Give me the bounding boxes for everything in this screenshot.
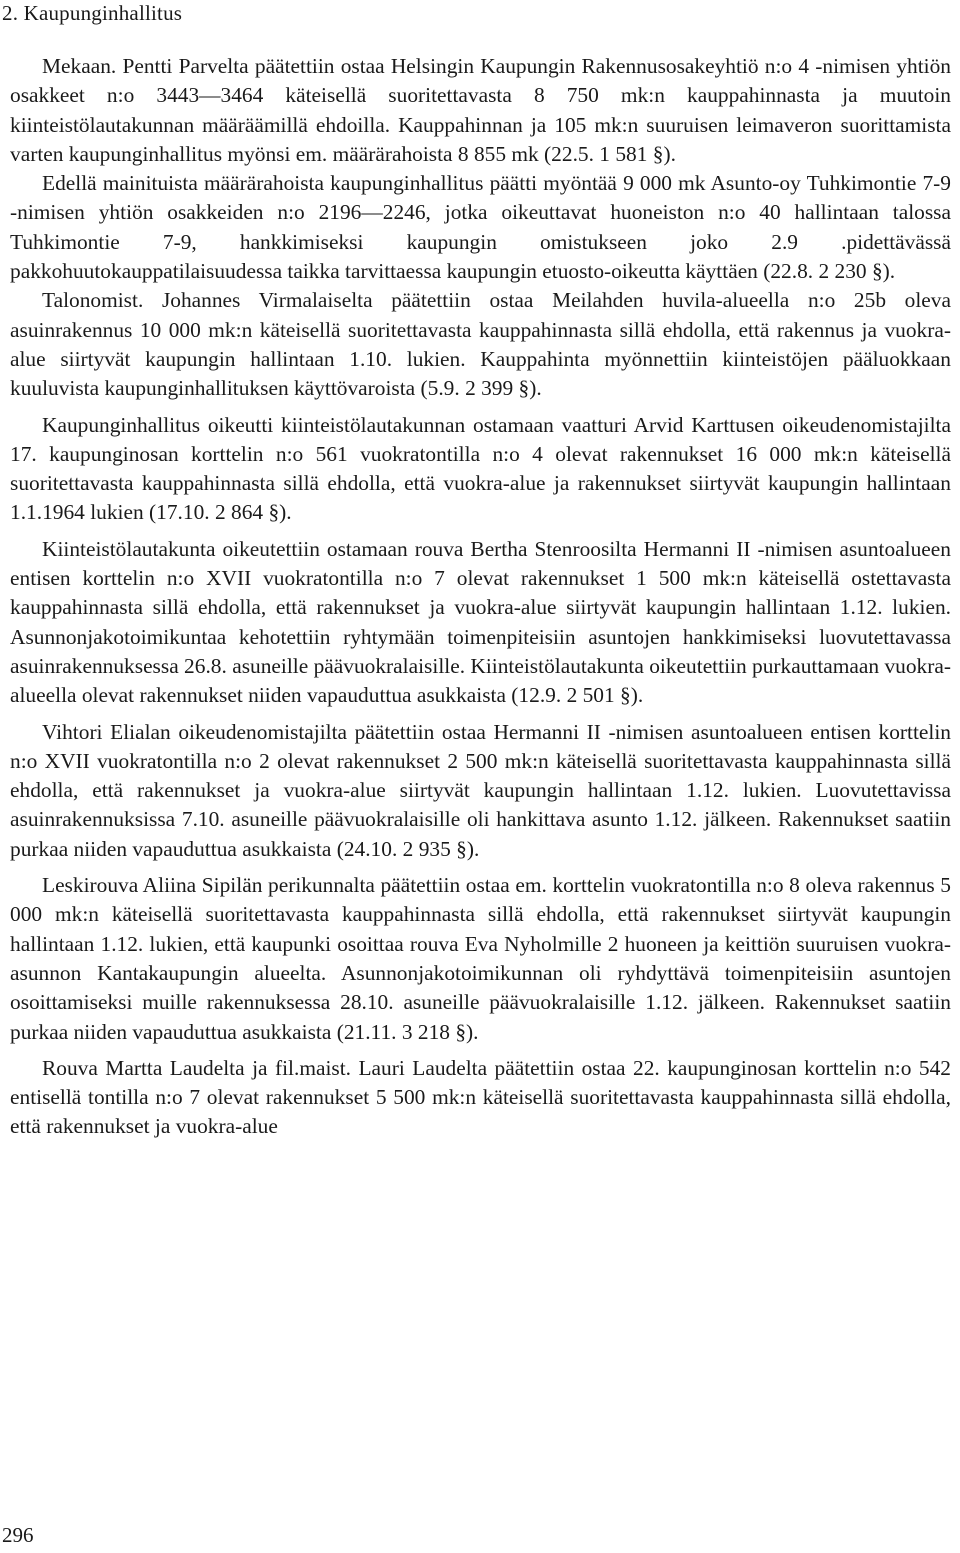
paragraph-6: Vihtori Elialan oikeudenomistajilta päätettiin ostaa Hermanni II -nimisen asuntoalueen entisen korttelin n:o XVII vuokratontilla n:o 2 olevat rakennukset 2 500 mk:n käteisellä suoritettavasta kauppahinnasta sillä ehdolla, että rakennukset ja vuokra-alue siirtyvät kaupungin hallintaan 1.12. lukien. Luovutettavissa asuinrakennuksissa 7.10. asuneille päävuokralaisille oli hankittava asunto 1.12. jälkeen. Rakennukset saatiin purkaa niiden vapauduttua asukkaista (24.10. 2 935 §).	[10, 719, 951, 861]
paragraph-7: Leskirouva Aliina Sipilän perikunnalta päätettiin ostaa em. korttelin vuokratontilla n:o 8 oleva rakennus 5 000 mk:n käteisellä suoritettavasta kauppahinnasta sillä ehdolla, että rakennukset siirtyvät kaupungin hallintaan 1.12. lukien, että kaupunki osoittaa rouva Eva Nyholmille 2 huoneen ja keittiön suuruisen vuokra-asunnon Kantakaupungin alueelta. Asunnonjakotoimikunnan oli ryhdyttävä toimenpiteisiin asuntojen osoittamiseksi muille rakennuksessa 28.10. asuneille päävuokralaisille 1.12. jälkeen. Rakennukset saatiin purkaa niiden vapauduttua asukkaista (21.11. 3 218 §).	[10, 873, 951, 1044]
paragraph-3: Talonomist. Johannes Virmalaiselta päätettiin ostaa Meilahden huvila-alueella n:o 25b oleva asuinrakennus 10 000 mk:n käteisellä suoritettavasta kauppahinnasta sillä ehdolla, että rakennus ja vuokra-alue siirtyvät kaupungin hallintaan 1.10. lukien. Kauppahinta myönnettiin kiinteistöjen pääluokkaan kuuluvista kaupunginhallituksen käyttövaroista (5.9. 2 399 §).	[10, 288, 951, 401]
page-number: 296	[2, 1523, 34, 1547]
paragraph-2: Edellä mainituista määrärahoista kaupunginhallitus päätti myöntää 9 000 mk Asunto-oy Tuhkimontie 7-9 -nimisen yhtiön osakkeiden n:o 2196—2246, jotka oikeuttavat huoneiston n:o 40 hallintaan talossa Tuhkimontie 7-9, hankkimiseksi kaupungin omistukseen joko 2.9 .pidettävässä pakkohuutokauppatilaisuudessa taikka tarvittaessa kaupungin etuosto-oikeutta käyttäen (22.8. 2 230 §).	[10, 171, 951, 284]
paragraph-5: Kiinteistölautakunta oikeutettiin ostamaan rouva Bertha Stenroosilta Hermanni II -nimisen asuntoalueen entisen korttelin n:o XVII vuokratontilla n:o 7 olevat rakennukset 1 500 mk:n käteisellä ostettavasta kauppahinnasta sillä ehdolla, että rakennukset ja vuokra-alue siirtyvät kaupungin hallintaan 1.12. lukien. Asunnonjakotoimikuntaa kehotettiin ryhtymään toimenpiteisiin asuntojen hankkimiseksi luovutettavassa asuinrakennuksessa 26.8. asuneille päävuokralaisille. Kiinteistölautakunta oikeutettiin purkauttamaan vuokra-alueella olevat rakennukset niiden vapauduttua asukkaista (12.9. 2 501 §).	[10, 536, 951, 708]
paragraph-4: Kaupunginhallitus oikeutti kiinteistölautakunnan ostamaan vaatturi Arvid Karttusen oikeudenomistajilta 17. kaupunginosan korttelin n:o 561 vuokratontilla n:o 4 olevat rakennukset 16 000 mk:n käteisellä suoritettavasta kauppahinnasta sillä ehdolla, että vuokra-alue ja rakennukset siirtyvät kaupungin hallintaan 1.1.1964 lukien (17.10. 2 864 §).	[10, 412, 951, 525]
paragraph-1: Mekaan. Pentti Parvelta päätettiin ostaa Helsingin Kaupungin Rakennusosakeyhtiö n:o 4 -nimisen yhtiön osakkeet n:o 3443—3464 käteisellä suoritettavasta 8 750 mk:n kauppahinnasta ja muutoin kiinteistölautakunnan määräämillä ehdoilla. Kauppahinnan ja 105 mk:n suuruisen leimaveron suorittamista varten kaupunginhallitus myönsi em. määrärahoista 8 855 mk (22.5. 1 581 §).	[10, 54, 951, 166]
body-text	[10, 52, 951, 1142]
paragraph-8: Rouva Martta Laudelta ja fil.maist. Lauri Laudelta päätettiin ostaa 22. kaupunginosan korttelin n:o 542 entisellä tontilla n:o 7 olevat rakennukset 5 500 mk:n käteisellä suoritettavasta kauppahinnasta sillä ehdolla, että rakennukset ja vuokra-alue	[10, 1055, 951, 1139]
running-header: 2. Kaupunginhallitus	[2, 1, 183, 25]
